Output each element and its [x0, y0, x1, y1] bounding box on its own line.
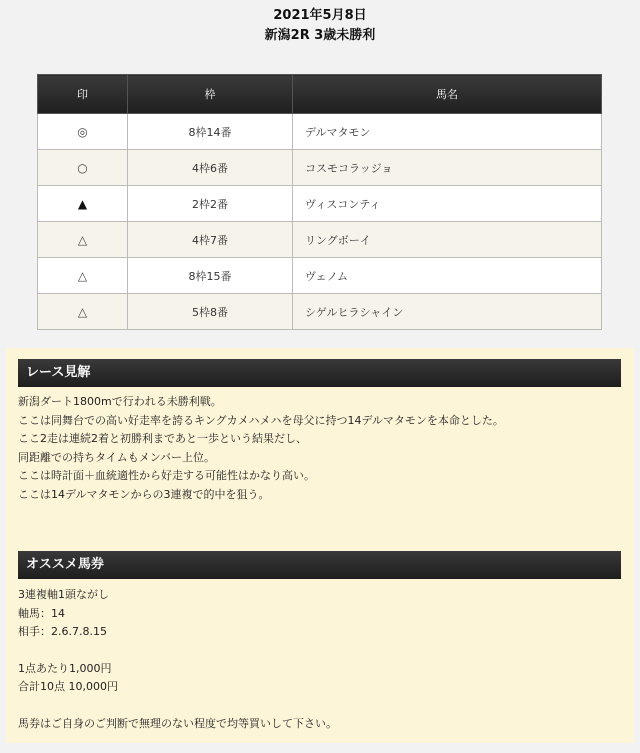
race-view-heading: レース見解 [18, 359, 621, 387]
bet-total: 合計10点 10,000円 [18, 680, 118, 693]
post-cell: 4枠6番 [128, 150, 293, 186]
table-row [38, 222, 602, 258]
race-view-body [18, 393, 621, 504]
bet-type: 3連複軸1頭ながし [18, 588, 109, 601]
table-row [38, 186, 602, 222]
mark-triangle: △ [77, 304, 88, 319]
post-cell: 8枠14番 [128, 114, 293, 150]
post-cell: 4枠7番 [128, 222, 293, 258]
spacer [18, 697, 621, 715]
mark-cell [38, 222, 128, 258]
mark-cell [38, 150, 128, 186]
post-cell: 2枠2番 [128, 186, 293, 222]
race-view-line: 新潟ダート1800mで行われる未勝利戦。 [18, 395, 222, 408]
column-header-horse: 馬名 [293, 75, 602, 114]
bet-note: 馬券はご自身のご判断で無理のない程度で均等買いして下さい。 [18, 716, 337, 730]
race-view-line: ここは同舞台での高い好走率を誇るキングカメハメハを母父に持つ14デルマタモンを本命とした。 [18, 413, 504, 427]
mark-cell [38, 258, 128, 294]
spacer [18, 642, 621, 660]
picks-table [37, 74, 602, 330]
bet-axis: 軸馬：14 [18, 606, 65, 620]
mark-triangle: △ [77, 232, 88, 247]
race-header [0, 0, 640, 46]
column-header-mark: 印 [38, 75, 128, 114]
horse-name-cell: デルマタモン [293, 114, 602, 150]
table-row [38, 150, 602, 186]
mark-triangle: △ [77, 268, 88, 283]
table-row [38, 258, 602, 294]
table-row [38, 114, 602, 150]
recommended-bet-heading: オススメ馬券 [18, 551, 621, 579]
bet-partners: 相手：2.6.7.8.15 [18, 625, 107, 638]
horse-name-cell: シゲルヒラシャイン [293, 294, 602, 330]
mark-cell [38, 186, 128, 222]
mark-circle: ○ [77, 160, 88, 175]
race-date: 2021年5月8日 [273, 8, 367, 23]
table-header-row [38, 75, 602, 114]
mark-cell [38, 294, 128, 330]
post-cell: 5枠8番 [128, 294, 293, 330]
post-cell: 8枠15番 [128, 258, 293, 294]
race-view-line: ここは14デルマタモンからの3連複で的中を狙う。 [18, 487, 270, 501]
horse-name-cell: ヴェノム [293, 258, 602, 294]
race-view-line: 同距離での持ちタイムもメンバー上位。 [18, 450, 216, 464]
race-view-line: ここ2走は連続2着と初勝利まであと一歩という結果だし、 [18, 432, 307, 445]
race-view-line: ここは時計面＋血統適性から好走する可能性はかなり高い。 [18, 469, 315, 482]
recommended-bet-body [18, 586, 621, 733]
horse-name-cell: ヴィスコンティ [293, 186, 602, 222]
horse-name-cell: コスモコラッジョ [293, 150, 602, 186]
mark-triangle-filled: ▲ [77, 196, 88, 211]
analysis-panel [6, 348, 634, 743]
column-header-post: 枠 [128, 75, 293, 114]
mark-cell [38, 114, 128, 150]
bet-per-point: 1点あたり1,000円 [18, 661, 112, 675]
horse-name-cell: リングボーイ [293, 222, 602, 258]
table-row [38, 294, 602, 330]
race-name: 新潟2R 3歳未勝利 [264, 28, 376, 43]
mark-double-circle: ◎ [77, 124, 88, 139]
